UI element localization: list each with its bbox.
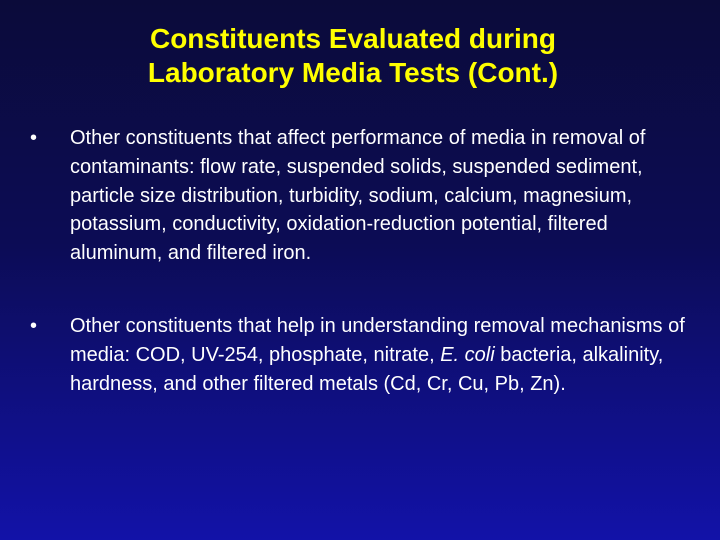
bullet-dot-icon: •: [30, 314, 38, 337]
bullet-item-2: [30, 312, 690, 398]
bullet-text-2-after: bacteria, alkalinity, hardness, and other filtered metals (Cd, Cr, Cu, Pb, Zn).: [70, 343, 664, 395]
bullet-text-2: [70, 315, 685, 395]
bullet-list: [30, 124, 690, 398]
bullet-text-2-italic: E. coli: [440, 343, 495, 366]
slide-title: [0, 22, 706, 90]
slide-title-line-2: Laboratory Media Tests (Cont.): [147, 57, 559, 88]
slide-title-line-1: Constituents Evaluated during: [149, 23, 557, 54]
bullet-text-2-before: Other constituents that help in understanding removal mechanisms of media: COD, UV-254, phosphate, nitrate,: [70, 314, 685, 366]
bullet-text-1: Other constituents that affect performance of media in removal of contaminants: flow rate, suspended solids, suspended sediment, particle size distribution, turbidity, sodium, calcium, magnesium, potassium, conductivity, oxidation-reduction potential, filtered aluminum, and filtered iron.: [70, 127, 646, 265]
bullet-item-1: [30, 124, 690, 268]
bullet-dot-icon: •: [30, 127, 38, 149]
